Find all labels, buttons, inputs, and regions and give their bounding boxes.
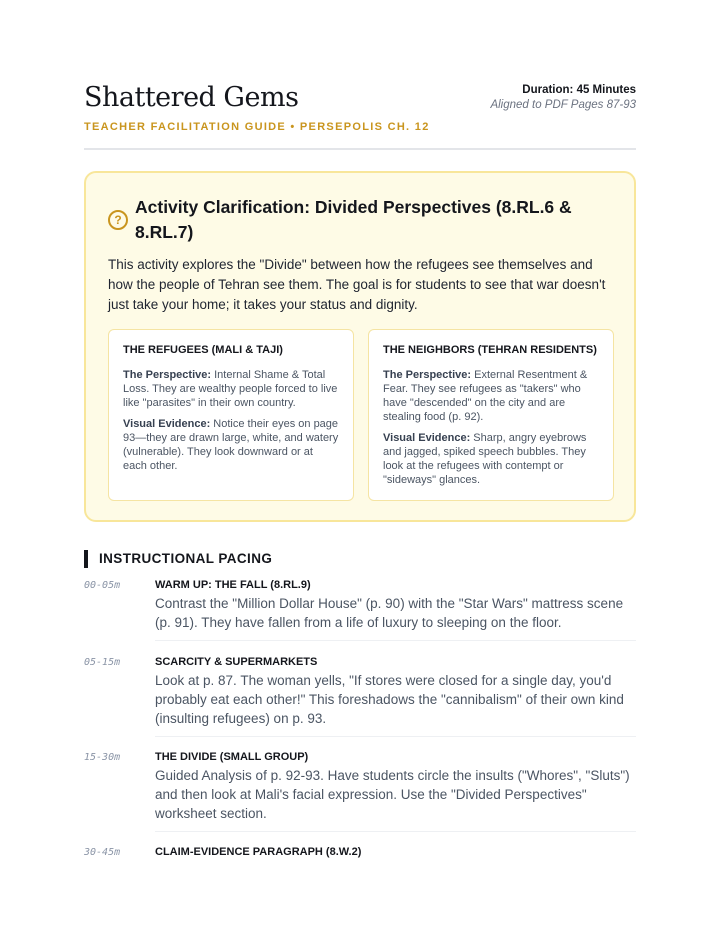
pacing-label: THE DIVIDE (SMALL GROUP) xyxy=(155,751,309,763)
evidence-text: Notice their eyes on page 93—they are drawn large, white, and watery (vulnerable). They look downward or at each other. xyxy=(123,418,339,472)
pacing-content xyxy=(155,751,636,823)
pacing-label: CLAIM-EVIDENCE PARAGRAPH (8.W.2) xyxy=(155,846,362,858)
pacing-description: Look at p. 87. The woman yells, "If stores were closed for a single day, you'd probably eat each other!" This foreshadows the "cannibalism" of their own kind (insulting refugees) on p. 93. xyxy=(155,673,624,726)
pacing-time: 15-30m xyxy=(84,752,121,763)
card-perspective xyxy=(123,368,339,410)
section-heading: INSTRUCTIONAL PACING xyxy=(84,550,272,568)
pacing-content xyxy=(155,846,636,861)
evidence-label: Visual Evidence: xyxy=(123,418,211,430)
pacing-label: SCARCITY & SUPERMARKETS xyxy=(155,656,318,668)
question-circle-icon: ? xyxy=(108,210,128,230)
page-header xyxy=(84,82,636,150)
page-title: Shattered Gems xyxy=(84,82,299,113)
divider xyxy=(155,831,636,832)
pacing-time: 30-45m xyxy=(84,847,121,858)
duration-label: Duration: 45 Minutes xyxy=(522,84,636,96)
divider xyxy=(155,640,636,641)
perspective-text: External Resentment & Fear. They see refugees as "takers" who have "descended" on the city and are stealing food (p. 92). xyxy=(383,369,588,423)
divider xyxy=(155,736,636,737)
callout-body: This activity explores the "Divide" between how the refugees see themselves and how the people of Tehran see them. The goal is for students to see that war doesn't just take your home; it takes your status and dignity. xyxy=(108,257,606,312)
evidence-text: Sharp, angry eyebrows and jagged, spiked speech bubbles. They look at the refugees with contempt or "sideways" glances. xyxy=(383,432,587,486)
card-title: THE NEIGHBORS (TEHRAN RESIDENTS) xyxy=(383,344,597,356)
lesson-meta xyxy=(490,84,636,111)
pacing-description: Guided Analysis of p. 92-93. Have students circle the insults ("Whores", "Sluts") and then look at Mali's facial expression. Use the "Divided Perspectives" worksheet section. xyxy=(155,768,630,821)
perspective-label: The Perspective: xyxy=(123,369,212,381)
evidence-label: Visual Evidence: xyxy=(383,432,471,444)
pacing-time: 05-15m xyxy=(84,657,121,668)
card-evidence xyxy=(383,431,599,487)
activity-clarification-callout xyxy=(84,171,636,522)
neighbors-perspective-card xyxy=(368,329,614,501)
card-title: THE REFUGEES (MALI & TAJI) xyxy=(123,344,283,356)
refugees-perspective-card xyxy=(108,329,354,501)
page-subtitle: TEACHER FACILITATION GUIDE • PERSEPOLIS CH. 12 xyxy=(84,121,430,133)
perspective-text: Internal Shame & Total Loss. They are wealthy people forced to live like "parasites" in their own country. xyxy=(123,369,338,409)
pacing-description: Contrast the "Million Dollar House" (p. 90) with the "Star Wars" mattress scene (p. 91). They have fallen from a life of luxury to sleeping on the floor. xyxy=(155,596,624,630)
callout-title: Activity Clarification: Divided Perspectives (8.RL.6 & 8.RL.7) xyxy=(135,197,572,242)
pacing-content xyxy=(155,656,636,728)
pacing-content xyxy=(155,579,636,632)
perspective-label: The Perspective: xyxy=(383,369,472,381)
pacing-time: 00-05m xyxy=(84,580,121,591)
card-evidence xyxy=(123,417,339,473)
pacing-label: WARM UP: THE FALL (8.RL.9) xyxy=(155,579,311,591)
card-perspective xyxy=(383,368,599,424)
aligned-pages-label: Aligned to PDF Pages 87-93 xyxy=(490,99,636,111)
